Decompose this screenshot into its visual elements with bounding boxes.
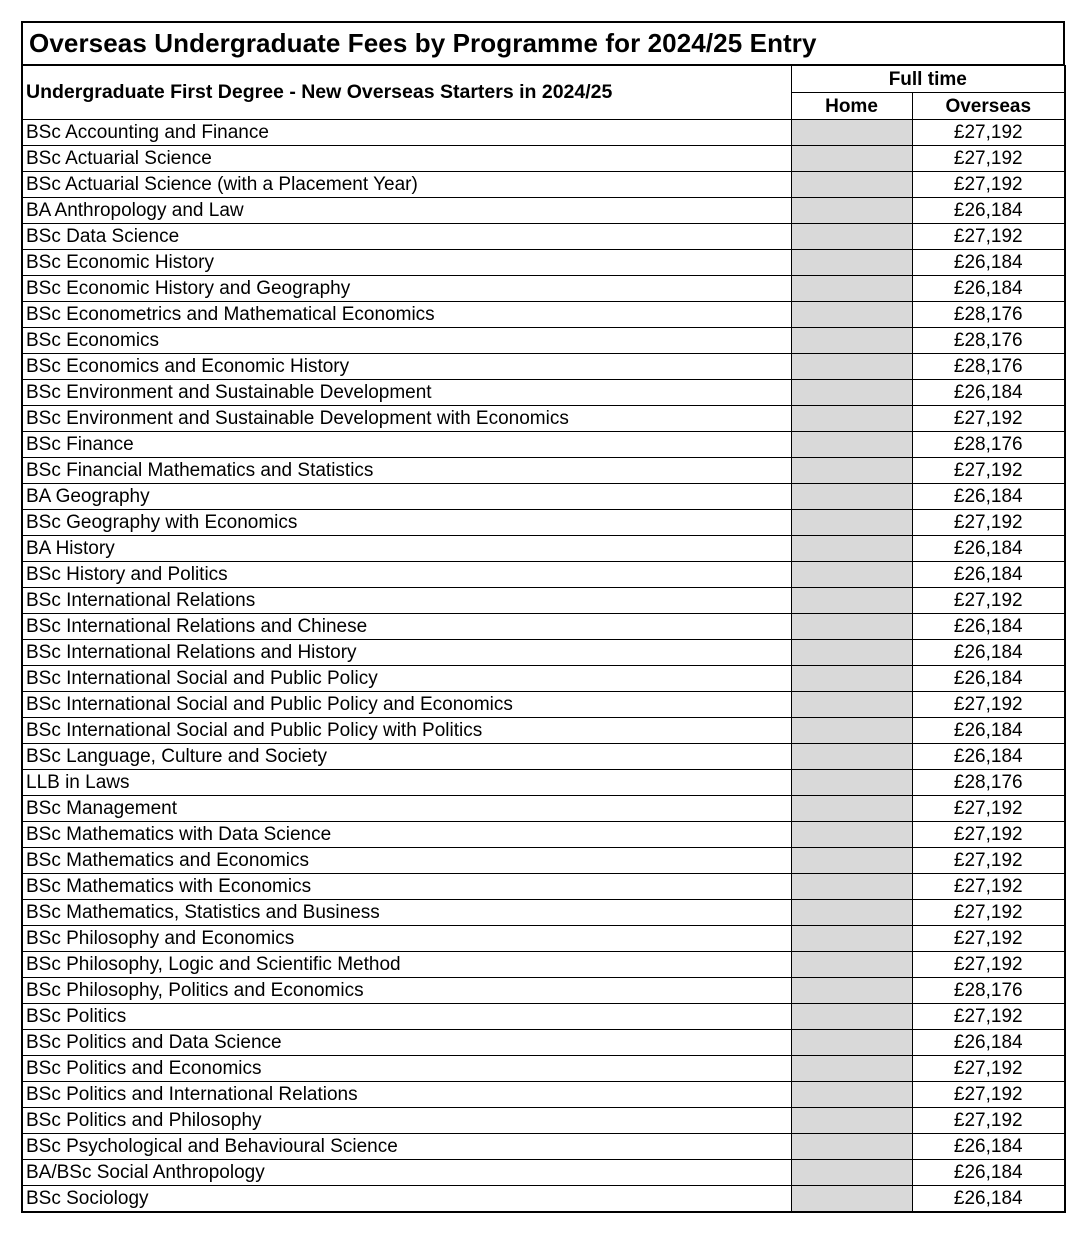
programme-cell: LLB in Laws <box>23 770 791 796</box>
home-fee-cell <box>791 354 912 380</box>
home-fee-cell <box>791 458 912 484</box>
home-fee-cell <box>791 1082 912 1108</box>
home-fee-cell <box>791 978 912 1004</box>
full-time-header: Full time <box>791 66 1065 93</box>
home-fee-cell <box>791 796 912 822</box>
overseas-fee-cell: £27,192 <box>912 172 1065 198</box>
home-fee-cell <box>791 744 912 770</box>
overseas-fee-cell: £27,192 <box>912 458 1065 484</box>
programme-cell: BSc Mathematics, Statistics and Business <box>23 900 791 926</box>
programme-cell: BSc Sociology <box>23 1186 791 1213</box>
programme-cell: BSc Mathematics with Data Science <box>23 822 791 848</box>
table-row <box>23 848 1065 874</box>
programme-cell: BSc Economics <box>23 328 791 354</box>
home-fee-cell <box>791 1186 912 1213</box>
programme-cell: BSc International Relations <box>23 588 791 614</box>
home-fee-cell <box>791 510 912 536</box>
table-row <box>23 250 1065 276</box>
programme-cell: BSc Politics <box>23 1004 791 1030</box>
overseas-fee-cell: £27,192 <box>912 1004 1065 1030</box>
table-row <box>23 692 1065 718</box>
table-row <box>23 1030 1065 1056</box>
programme-cell: BSc Politics and Data Science <box>23 1030 791 1056</box>
programme-cell: BSc Politics and Philosophy <box>23 1108 791 1134</box>
table-row <box>23 1004 1065 1030</box>
table-row <box>23 640 1065 666</box>
programme-cell: BA Anthropology and Law <box>23 198 791 224</box>
table-row <box>23 536 1065 562</box>
home-fee-cell <box>791 900 912 926</box>
fees-table-body <box>23 120 1065 1213</box>
home-fee-cell <box>791 224 912 250</box>
home-fee-cell <box>791 1134 912 1160</box>
home-fee-cell <box>791 718 912 744</box>
table-row <box>23 874 1065 900</box>
overseas-fee-cell: £28,176 <box>912 328 1065 354</box>
table-row <box>23 562 1065 588</box>
table-row <box>23 146 1065 172</box>
table-row <box>23 926 1065 952</box>
home-fee-cell <box>791 120 912 146</box>
overseas-fee-cell: £26,184 <box>912 250 1065 276</box>
programme-cell: BSc Economic History <box>23 250 791 276</box>
programme-cell: BSc Mathematics with Economics <box>23 874 791 900</box>
table-row <box>23 198 1065 224</box>
home-column-header: Home <box>791 93 912 120</box>
programme-cell: BSc Econometrics and Mathematical Economics <box>23 302 791 328</box>
programme-cell: BSc Philosophy, Politics and Economics <box>23 978 791 1004</box>
home-fee-cell <box>791 562 912 588</box>
overseas-fee-cell: £27,192 <box>912 1108 1065 1134</box>
home-fee-cell <box>791 1030 912 1056</box>
table-row <box>23 276 1065 302</box>
section-label: Undergraduate First Degree - New Overseas Starters in 2024/25 <box>23 66 791 120</box>
overseas-fee-cell: £27,192 <box>912 588 1065 614</box>
overseas-fee-cell: £26,184 <box>912 744 1065 770</box>
programme-cell: BSc Actuarial Science (with a Placement Year) <box>23 172 791 198</box>
home-fee-cell <box>791 302 912 328</box>
overseas-fee-cell: £27,192 <box>912 692 1065 718</box>
programme-cell: BSc Data Science <box>23 224 791 250</box>
home-fee-cell <box>791 276 912 302</box>
table-row <box>23 1108 1065 1134</box>
table-row <box>23 770 1065 796</box>
programme-cell: BSc Economic History and Geography <box>23 276 791 302</box>
home-fee-cell <box>791 1056 912 1082</box>
programme-cell: BSc Environment and Sustainable Development <box>23 380 791 406</box>
overseas-fee-cell: £27,192 <box>912 224 1065 250</box>
overseas-column-header: Overseas <box>912 93 1065 120</box>
overseas-fee-cell: £27,192 <box>912 146 1065 172</box>
table-row <box>23 380 1065 406</box>
overseas-fee-cell: £26,184 <box>912 380 1065 406</box>
overseas-fee-cell: £26,184 <box>912 484 1065 510</box>
programme-cell: BSc Philosophy and Economics <box>23 926 791 952</box>
table-row <box>23 588 1065 614</box>
overseas-fee-cell: £28,176 <box>912 302 1065 328</box>
overseas-fee-cell: £27,192 <box>912 120 1065 146</box>
overseas-fee-cell: £28,176 <box>912 354 1065 380</box>
table-row <box>23 718 1065 744</box>
overseas-fee-cell: £26,184 <box>912 1030 1065 1056</box>
home-fee-cell <box>791 848 912 874</box>
home-fee-cell <box>791 874 912 900</box>
home-fee-cell <box>791 536 912 562</box>
table-row <box>23 1082 1065 1108</box>
table-row <box>23 302 1065 328</box>
overseas-fee-cell: £26,184 <box>912 640 1065 666</box>
table-row <box>23 484 1065 510</box>
programme-cell: BSc Psychological and Behavioural Science <box>23 1134 791 1160</box>
home-fee-cell <box>791 666 912 692</box>
home-fee-cell <box>791 1160 912 1186</box>
overseas-fee-cell: £26,184 <box>912 276 1065 302</box>
overseas-fee-cell: £27,192 <box>912 926 1065 952</box>
table-row <box>23 510 1065 536</box>
programme-cell: BSc Management <box>23 796 791 822</box>
title-row <box>23 23 1065 65</box>
fees-sheet <box>21 21 1065 1213</box>
overseas-fee-cell: £26,184 <box>912 1134 1065 1160</box>
programme-cell: BSc International Relations and Chinese <box>23 614 791 640</box>
table-row <box>23 1056 1065 1082</box>
programme-cell: BSc Environment and Sustainable Development with Economics <box>23 406 791 432</box>
table-row <box>23 1134 1065 1160</box>
table-row <box>23 744 1065 770</box>
programme-cell: BA History <box>23 536 791 562</box>
overseas-fee-cell: £28,176 <box>912 770 1065 796</box>
overseas-fee-cell: £27,192 <box>912 848 1065 874</box>
overseas-fee-cell: £26,184 <box>912 562 1065 588</box>
table-row <box>23 614 1065 640</box>
table-row <box>23 796 1065 822</box>
home-fee-cell <box>791 614 912 640</box>
home-fee-cell <box>791 146 912 172</box>
table-row <box>23 822 1065 848</box>
programme-cell: BA Geography <box>23 484 791 510</box>
table-row <box>23 328 1065 354</box>
overseas-fee-cell: £26,184 <box>912 718 1065 744</box>
overseas-fee-cell: £28,176 <box>912 432 1065 458</box>
fees-table <box>23 65 1066 1213</box>
table-row <box>23 354 1065 380</box>
table-row <box>23 120 1065 146</box>
programme-cell: BSc International Social and Public Policy and Economics <box>23 692 791 718</box>
overseas-fee-cell: £26,184 <box>912 1160 1065 1186</box>
table-row <box>23 1186 1065 1213</box>
programme-cell: BSc Mathematics and Economics <box>23 848 791 874</box>
table-row <box>23 224 1065 250</box>
programme-cell: BSc Accounting and Finance <box>23 120 791 146</box>
overseas-fee-cell: £27,192 <box>912 1082 1065 1108</box>
overseas-fee-cell: £26,184 <box>912 1186 1065 1213</box>
overseas-fee-cell: £27,192 <box>912 874 1065 900</box>
table-row <box>23 406 1065 432</box>
programme-cell: BSc Actuarial Science <box>23 146 791 172</box>
home-fee-cell <box>791 432 912 458</box>
overseas-fee-cell: £27,192 <box>912 900 1065 926</box>
overseas-fee-cell: £26,184 <box>912 666 1065 692</box>
home-fee-cell <box>791 380 912 406</box>
table-row <box>23 172 1065 198</box>
table-row <box>23 1160 1065 1186</box>
table-row <box>23 666 1065 692</box>
home-fee-cell <box>791 1004 912 1030</box>
home-fee-cell <box>791 822 912 848</box>
programme-cell: BSc Politics and International Relations <box>23 1082 791 1108</box>
table-row <box>23 978 1065 1004</box>
programme-cell: BSc International Social and Public Policy <box>23 666 791 692</box>
programme-cell: BA/BSc Social Anthropology <box>23 1160 791 1186</box>
overseas-fee-cell: £27,192 <box>912 1056 1065 1082</box>
overseas-fee-cell: £26,184 <box>912 536 1065 562</box>
page-title: Overseas Undergraduate Fees by Programme for 2024/25 Entry <box>29 28 817 58</box>
table-row <box>23 900 1065 926</box>
home-fee-cell <box>791 172 912 198</box>
programme-cell: BSc International Relations and History <box>23 640 791 666</box>
home-fee-cell <box>791 484 912 510</box>
home-fee-cell <box>791 406 912 432</box>
home-fee-cell <box>791 250 912 276</box>
overseas-fee-cell: £27,192 <box>912 822 1065 848</box>
table-row <box>23 458 1065 484</box>
header-row-1 <box>23 66 1065 93</box>
programme-cell: BSc International Social and Public Policy with Politics <box>23 718 791 744</box>
home-fee-cell <box>791 926 912 952</box>
overseas-fee-cell: £27,192 <box>912 796 1065 822</box>
overseas-fee-cell: £27,192 <box>912 510 1065 536</box>
home-fee-cell <box>791 328 912 354</box>
programme-cell: BSc Philosophy, Logic and Scientific Method <box>23 952 791 978</box>
programme-cell: BSc Politics and Economics <box>23 1056 791 1082</box>
home-fee-cell <box>791 692 912 718</box>
overseas-fee-cell: £26,184 <box>912 198 1065 224</box>
table-row <box>23 952 1065 978</box>
programme-cell: BSc Language, Culture and Society <box>23 744 791 770</box>
home-fee-cell <box>791 588 912 614</box>
programme-cell: BSc History and Politics <box>23 562 791 588</box>
programme-cell: BSc Finance <box>23 432 791 458</box>
home-fee-cell <box>791 952 912 978</box>
overseas-fee-cell: £26,184 <box>912 614 1065 640</box>
overseas-fee-cell: £27,192 <box>912 406 1065 432</box>
home-fee-cell <box>791 198 912 224</box>
home-fee-cell <box>791 770 912 796</box>
overseas-fee-cell: £27,192 <box>912 952 1065 978</box>
programme-cell: BSc Financial Mathematics and Statistics <box>23 458 791 484</box>
programme-cell: BSc Economics and Economic History <box>23 354 791 380</box>
programme-cell: BSc Geography with Economics <box>23 510 791 536</box>
table-row <box>23 432 1065 458</box>
home-fee-cell <box>791 1108 912 1134</box>
overseas-fee-cell: £28,176 <box>912 978 1065 1004</box>
home-fee-cell <box>791 640 912 666</box>
